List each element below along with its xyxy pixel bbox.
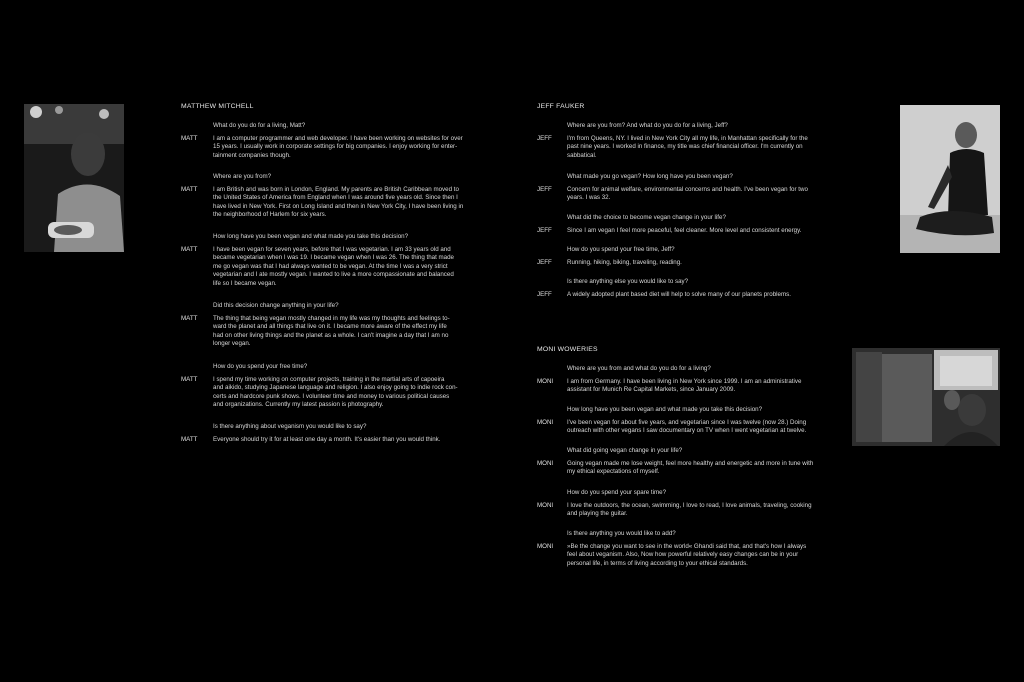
speaker-label: JEFF xyxy=(537,259,552,266)
speaker-label: MATT xyxy=(181,246,198,253)
question: How do you spend your free time, Jeff? xyxy=(567,246,675,253)
jeff-photo xyxy=(900,105,1000,253)
speaker-label: JEFF xyxy=(537,291,552,298)
speaker-label: MATT xyxy=(181,315,198,322)
question: How do you spend your spare time? xyxy=(567,489,667,496)
interviewee-name: MATTHEW MITCHELL xyxy=(181,103,254,110)
question: Where are you from and what do you do for a living? xyxy=(567,365,711,372)
question: What did going vegan change in your life? xyxy=(567,447,683,454)
speaker-label: MONI xyxy=(537,378,554,385)
speaker-label: MATT xyxy=(181,186,198,193)
speaker-label: MONI xyxy=(537,502,554,509)
answer: I have been vegan for seven years, before that I was vegetarian. I am 33 years old and became vegetarian when I was 19. I became vegan when I was 26. The thing that made me go vegan was that I had always wanted to be vegan. At the time I was a very strict vegetarian and I ate mostly vegan. I wanted to live a more compassionate and balanced life so I became vegan. xyxy=(213,246,455,287)
speaker-label: MONI xyxy=(537,419,554,426)
speaker-label: MONI xyxy=(537,543,554,550)
speaker-label: JEFF xyxy=(537,186,552,193)
question: Where are you from? And what do you do for a living, Jeff? xyxy=(567,122,728,129)
answer: »Be the change you want to see in the world« Ghandi said that, and that's how I always feel about veganism. Also, Now how powerful relatively easy changes can be in your personal life, in terms of living according to your ethical standards. xyxy=(567,543,807,567)
question: Is there anything about veganism you would like to say? xyxy=(213,423,367,430)
question: What made you go vegan? How long have you been vegan? xyxy=(567,173,733,180)
question: What did the choice to become vegan change in your life? xyxy=(567,214,726,221)
speaker-label: MATT xyxy=(181,376,198,383)
question: Did this decision change anything in your life? xyxy=(213,302,339,309)
answer: I am British and was born in London, England. My parents are British Caribbean moved to the United States of America from England when I was around five years old. Since then I have lived in New York. First on Long Island and then in New York City, I have been living in the neighborhood of Harlem for six years. xyxy=(213,186,464,219)
answer: I'm from Queens, NY. I lived in New York City all my life, in Manhattan specifically for the past nine years. I worked in finance, my title was chief financial officer. I'm currently on sabbatical. xyxy=(567,135,808,159)
question: Is there anything else you would like to say? xyxy=(567,278,689,285)
answer: I am from Germany. I have been living in New York since 1999. I am an administrative assistant for Munich Re Capital Markets, since January 2009. xyxy=(567,378,802,394)
interviewee-name: MONI WOWERIES xyxy=(537,346,598,353)
question: How do you spend your free time? xyxy=(213,363,308,370)
answer: Since I am vegan I feel more peaceful, feel cleaner. More level and consistent energy. xyxy=(567,227,802,234)
interviewee-name: JEFF FAUKER xyxy=(537,103,585,110)
answer: Going vegan made me lose weight, feel more healthy and energetic and more in tune with my ethical expectations of myself. xyxy=(567,460,814,476)
question: Where are you from? xyxy=(213,173,272,180)
answer: I love the outdoors, the ocean, swimming, I love to read, I love animals, traveling, cooking and playing the guitar. xyxy=(567,502,812,518)
answer: I am a computer programmer and web developer. I have been working on websites for over 15 years. I usually work in corporate settings for big companies. I enjoy working for enter- tainment companies though. xyxy=(213,135,463,159)
speaker-label: MATT xyxy=(181,135,198,142)
answer: I've been vegan for about five years, and vegetarian since I was twelve (now 28.) Doing outreach with other vegans I saw documentary on TV when I went vegetarian at twelve. xyxy=(567,419,807,435)
question: How long have you been vegan and what made you take this decision? xyxy=(567,406,763,413)
speaker-label: JEFF xyxy=(537,227,552,234)
answer: A widely adopted plant based diet will help to solve many of our planets problems. xyxy=(567,291,791,298)
speaker-label: MATT xyxy=(181,436,198,443)
answer: Running, hiking, biking, traveling, reading. xyxy=(567,259,682,266)
answer: Everyone should try it for at least one day a month. It's easier than you would think. xyxy=(213,436,441,443)
answer: Concern for animal welfare, environmental concerns and health. I've been vegan for two years. I was 32. xyxy=(567,186,808,202)
moni-photo xyxy=(852,348,1000,446)
speaker-label: MONI xyxy=(537,460,554,467)
question: What do you do for a living, Matt? xyxy=(213,122,306,129)
matthew-photo xyxy=(24,104,124,252)
speaker-label: JEFF xyxy=(537,135,552,142)
question: How long have you been vegan and what made you take this decision? xyxy=(213,233,409,240)
answer: The thing that being vegan mostly changed in my life was my thoughts and feelings to- ward the planet and all things that live on it. I became more aware of the effect my life had on other living things and the planet as a whole. I can't imagine a day that I am no longer vegan. xyxy=(213,315,450,348)
answer: I spend my time working on computer projects, training in the martial arts of capoeira and aikido, studying Japanese language and religion. I also enjoy going to indie rock con- certs and hardcore punk shows. I volunteer time and money to various political causes and organizations. Currently my latest passion is photography. xyxy=(213,376,458,409)
question: Is there anything you would like to add? xyxy=(567,530,676,537)
